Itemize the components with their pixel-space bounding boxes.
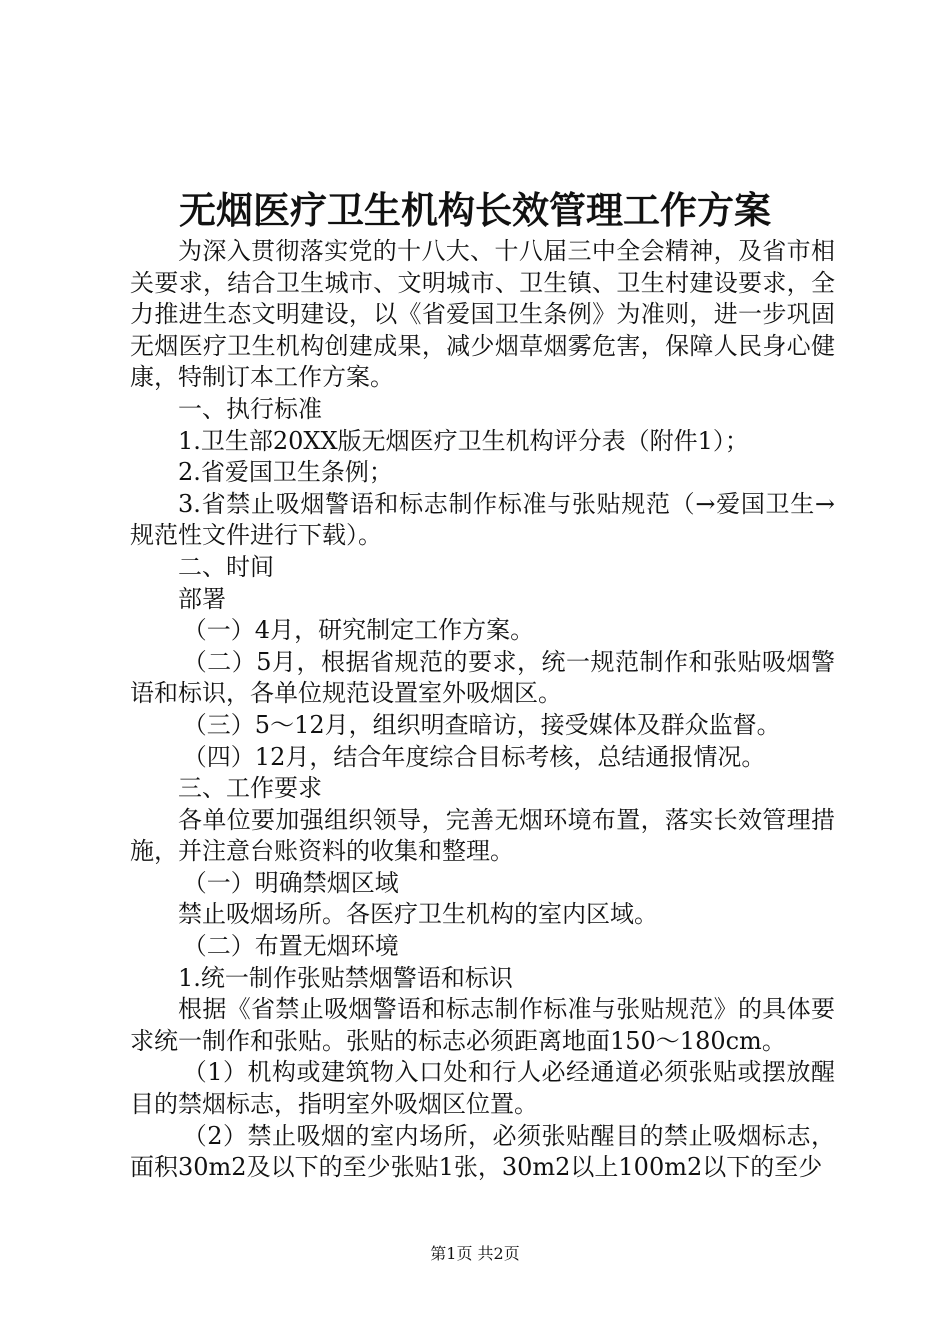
schedule-item-1: （一）4月，研究制定工作方案。 bbox=[182, 616, 535, 645]
paragraph-deploy: 部署 bbox=[178, 584, 226, 613]
signage-item-2: （2）禁止吸烟的室内场所，必须张贴醒目的禁止吸烟标志，面积30m2及以下的至少张贴1张，30m2以上100m2以下的至少 bbox=[130, 1121, 835, 1182]
schedule-item-4: （四）12月，结合年度综合目标考核，总结通报情况。 bbox=[182, 742, 766, 771]
section-heading-standards: 一、执行标准 bbox=[178, 394, 322, 423]
page-footer: 第1页 共2页 bbox=[430, 1244, 520, 1263]
subheading-environment: （二）布置无烟环境 bbox=[182, 932, 399, 961]
no-smoking-area-paragraph: 禁止吸烟场所。各医疗卫生机构的室内区域。 bbox=[178, 900, 658, 929]
section-heading-requirements: 三、工作要求 bbox=[178, 774, 322, 803]
environment-item-1: 1.统一制作张贴禁烟警语和标识 bbox=[178, 963, 513, 992]
intro-paragraph: 为深入贯彻落实党的十八大、十八届三中全会精神，及省市相关要求，结合卫生城市、文明城市、卫生镇、卫生村建设要求，全力推进生态文明建设，以《省爱国卫生条例》为准则，进一步巩固无烟医疗卫生机构创建成果，减少烟草烟雾危害，保障人民身心健康，特制订本工作方案。 bbox=[130, 237, 835, 392]
standard-item-2: 2.省爱国卫生条例； bbox=[178, 458, 393, 487]
document-title: 无烟医疗卫生机构长效管理工作方案 bbox=[179, 188, 771, 232]
subheading-no-smoking-area: （一）明确禁烟区域 bbox=[182, 868, 399, 897]
schedule-item-2: （二）5月，根据省规范的要求，统一规范制作和张贴吸烟警语和标识，各单位规范设置室外吸烟区。 bbox=[130, 647, 835, 708]
standard-item-1: 1.卫生部20XX版无烟医疗卫生机构评分表（附件1）； bbox=[178, 426, 749, 455]
requirements-paragraph: 各单位要加强组织领导，完善无烟环境布置，落实长效管理措施，并注意台账资料的收集和整理。 bbox=[130, 805, 835, 866]
document-body bbox=[130, 236, 835, 1184]
section-heading-time: 二、时间 bbox=[178, 552, 274, 581]
standard-item-3: 3.省禁止吸烟警语和标志制作标准与张贴规范（→爱国卫生→规范性文件进行下载）。 bbox=[130, 489, 835, 550]
signage-item-1: （1）机构或建筑物入口处和行人必经通道必须张贴或摆放醒目的禁烟标志，指明室外吸烟区位置。 bbox=[130, 1058, 835, 1119]
signage-paragraph: 根据《省禁止吸烟警语和标志制作标准与张贴规范》的具体要求统一制作和张贴。张贴的标志必须距离地面150～180cm。 bbox=[130, 995, 835, 1055]
schedule-item-3: （三）5～12月，组织明查暗访，接受媒体及群众监督。 bbox=[182, 710, 781, 739]
